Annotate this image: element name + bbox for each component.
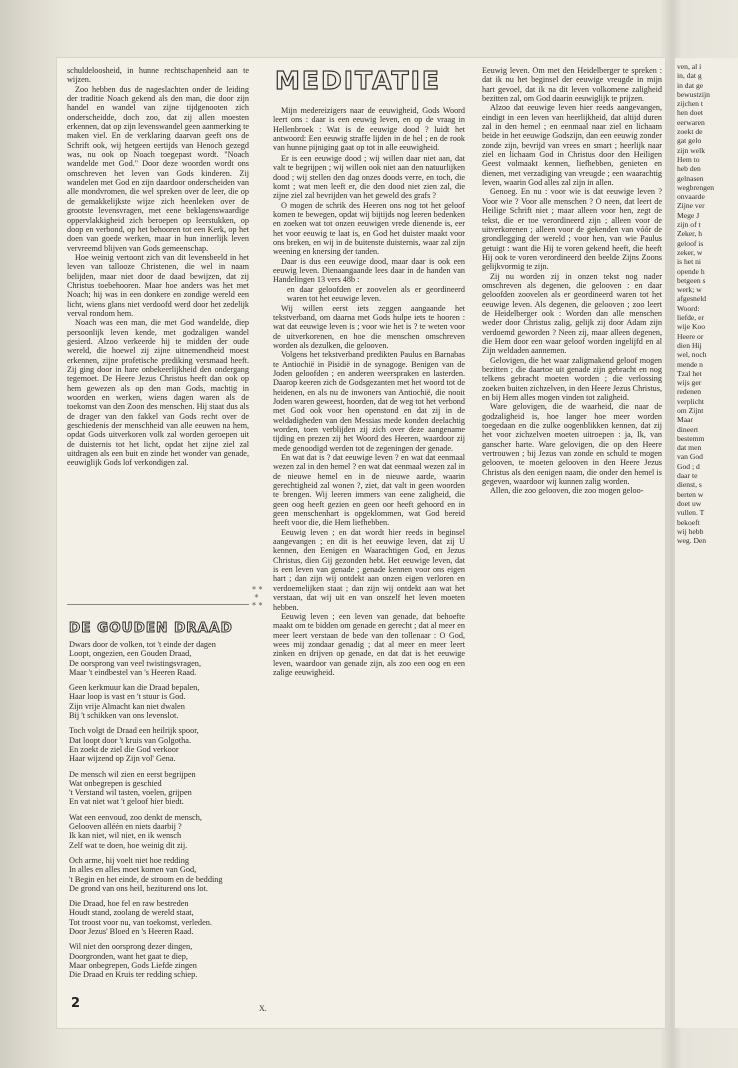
poem-line: Doorgronden, want het gaat te diep, — [69, 951, 188, 961]
poem-stanza — [69, 942, 259, 979]
poem-line: En zoekt de ziel die God verkoor — [69, 744, 179, 754]
fragment-line: om Zijnt — [677, 405, 704, 415]
poem-stanza — [69, 813, 259, 850]
left-paragraph: Noach was een man, die met God wandelde, diep persoonlijk leven kende, met godzaligen wandel gesierd. Alzoo verkeerde hij te midden der oude wereld, die hoewel zij zijne uitnemendheid moest erkennen, zijne profetische prediking versmaad heeft. Zij ging door in hare onbekeerlijkheid den ondergang tegemoet. De Heere Jezus Christus heeft dan ook op hem gewezen als op den man Gods, machtig in woorden en werken, wiens dagen waren als de toekomst van den Zoon des menschen. Hij staat dus als de drager van den fakkel van Gods recht over de geschiedenis der menschheid van alle eeuwen na hem, opdat Gods uitverkoren volk zal worden geroepen uit de duisternis tot het licht, opdat het zijne ziel zal uitdragen als een buit en zinde het wonder van genade, eeuwiglijk Gods lof verkondigen zal. — [67, 318, 249, 468]
poem-line: De oorsprong van veel twistingsvragen, — [69, 658, 202, 668]
fragment-line: in, dat g — [677, 71, 702, 81]
fragment-line: mende n — [677, 359, 703, 369]
intro-paragraph: Mijn medereizigers naar de eeuwigheid, Gods Woord leert ons : daar is een eeuwig leven, en op de vraag in Hellenbroek : Wat is de eeuwige dood ? luidt het antwoord: Een eeuwig straffe lijden in de hel ; en de rook van hunne pijniging gaat op tot in alle eeuwigheid. — [273, 106, 465, 153]
poem-stanza — [69, 856, 259, 893]
fragment-line: betgeen s — [677, 275, 706, 285]
poem — [69, 640, 259, 986]
fragment-line: verplicht — [677, 396, 704, 406]
text-quote: en daar geloofden er zoovelen als er geordineerd waren tot het eeuwige leven. — [287, 284, 465, 304]
fragment-line: God ; d — [677, 461, 700, 471]
fragment-line: afgesneld — [677, 294, 707, 304]
fragment-line: hen doet — [677, 108, 703, 118]
body-paragraph: Alzoo dat eeuwige leven hier reeds aangevangen, eindigt in een leven van heerlijkheid, dat altijd duren zal in den hemel ; en eenmaal naar ziel en lichaam beide in het eeuwige Godszijn, dan een eeuwig zonder zonde zijn, bevrijd van vrees en smart ; heerlijk naar ziel en lichaam God in Christus door den Heiligen Geest volmaakt kennen, liefhebben, genieten en dienen, met verzadiging van vreugde ; een waarachtig leven, waarin God alles zal zijn in allen. — [482, 103, 662, 188]
poem-title: DE GOUDEN DRAAD — [69, 620, 233, 636]
fragment-line: dien Hij — [677, 340, 702, 350]
fragment-line: heb den — [677, 164, 701, 174]
body-paragraph: Genoeg. En nu : voor wie is dat eeuwige leven ? Voor wie ? Voor alle menschen ? O neen, dat leert de Heilige Schrift niet ; maar alleen voor hen, zegt de tekst, die er toe verordineerd zijn ; alleen voor de uitverkorenen ; alleen voor de gekenden van vóór de grondlegging der wereld ; voor hen, van wie Paulus getuigt : want die Hij te voren gekend heeft, die heeft Hij ook te voren verordineerd den beelde Zijns Zoons gelijkvormig te zijn. — [482, 187, 662, 272]
poem-line: Maar onbegrepen, Gods Liefde zingen — [69, 960, 197, 970]
poem-stanza — [69, 726, 259, 763]
poem-line: In alles en alles moet komen van God, — [69, 865, 197, 875]
fragment-line: wegbrengen — [677, 182, 715, 192]
fragment-line: gelnasen — [677, 173, 704, 183]
body-paragraph: Daar is dus een eeuwige dood, maar daar is ook een eeuwig leven. Dienaangaande lees daar in de handen van Handelingen 13 vers 48b : — [273, 256, 465, 285]
fragment-line: liefde, er — [677, 313, 704, 323]
fragment-line: Hem to — [677, 154, 700, 164]
poem-stanza — [69, 683, 259, 720]
fragment-line: ven, al i — [677, 62, 702, 71]
fragment-line: weg. Den — [677, 536, 707, 546]
poem-line: Och arme, hij voelt niet hoe redding — [69, 855, 190, 865]
body-paragraph: Allen, die zoo gelooven, die zoo mogen geloo- — [490, 486, 644, 496]
fragment-line: Woord: — [677, 303, 700, 313]
body-paragraph: Ware gelovigen, die de waarheid, die naar de godzaligheid is, hoe langer hoe meer worden toegedaan en die zulke oogenblikken kennen, dat zij het voor zichzelven moeten uitroepen : ja, Ik, van ganscher harte. Ware gelovigen, die op den Heere vertrouwen ; bij Jezus van zonde en schuld te mogen gelooven, te moeten gelooven in den Heere Jezus Christus als den eenigen naam, die onder den hemel is gegeven, waardoor wij kunnen zalig worden. — [482, 402, 662, 487]
fragment-line: zeker, w — [677, 247, 703, 257]
poem-stanza — [69, 770, 259, 807]
poem-line: Die Draad, hoe fel en raw bestreden — [69, 899, 189, 909]
fragment-line: in dat ge — [677, 80, 704, 90]
fragment-line: Maar — [677, 415, 694, 425]
poem-line: Maar 't eindbestel van 's Heeren Raad. — [69, 667, 197, 677]
poem-line: Houdt stand, zoolang de wereld staat, — [69, 908, 194, 918]
body-paragraph: Eeuwig leven. Om met den Heidelberger te spreken : dat ik nu het beginsel der eeuwige vreugde in mijn hart gevoel, dat ik na dit leven volkomene zaligheid bezitten zal, om God daarin eeuwiglijk te prijzen. — [482, 66, 662, 104]
left-paragraph: Hoe weinig vertoont zich van dit levensbeeld in het leven van tallooze Christenen, die wel in naam belijden, maar niet door de daad bewijzen, dat zij Christus toebehooren. Maar hoe anders was het met Noach; hij was in een donkere en zondige wereld een licht, wiens glans niet verdoofd werd door het zedelijk verval rondom hem. — [67, 252, 249, 318]
poem-line: Haar wijzend op Zijn vol' Gena. — [69, 754, 176, 764]
poem-line: 't Begin en het einde, de stroom en de bedding — [69, 874, 223, 884]
poem-line: Haar loop is vast en 't stuur is God. — [69, 692, 186, 702]
fragment-line: werk; w — [677, 285, 702, 295]
poem-line: En vat niet wat 't geloof hier biedt. — [69, 797, 184, 807]
poem-line: Die Draad en Kruis ter redding schiep. — [69, 970, 198, 980]
fragment-line: onvaarde — [677, 192, 705, 202]
body-paragraph: Volgens het tekstverband predikten Paulus en Barnabas te Antiochië in Pisidië in de synagoge. Benigen van de Joden geloofden ; en anderen weerspraken en lasterden. Daarop keeren zich de Godsgezanten met het woord tot de heidenen, en als nu de inwoners van Antiochië, die nooit Joden waren geweest, hoorden, dat de weg tot het verbond met God ook voor hen openstond en dat zij in de weldadigheden van den Messias mede konden deelachtig worden, toen verblijden zij zich over deze aangename tijding en prezen zij het Woord des Heeren, waardoor zij mede genoodigd werden tot de zegeningen der genade. — [273, 350, 465, 453]
ornament-stars: * * * * * — [252, 585, 263, 610]
fragment-line: Mege J — [677, 210, 700, 220]
poem-line: 't Verstand wil tasten, voelen, grijpen — [69, 788, 192, 798]
poem-line: Door Jezus' Bloed en 's Heeren Raad. — [69, 927, 194, 937]
poem-line: Dwars door de volken, tot 't einde der dagen — [69, 640, 216, 649]
fragment-line: gat gelo — [677, 136, 702, 146]
poem-line: Gelooven alléén en niets daarbij ? — [69, 822, 182, 832]
poem-line: De grond van ons heil, beziturend ons lot. — [69, 883, 208, 893]
poem-line: Zijn vrije Almacht kan niet dwalen — [69, 701, 185, 711]
body-paragraph: Gelovigen, die het waar zaligmakend geloof mogen bezitten ; die daartoe uit genade zijn gebracht en nog telkens gebracht moeten worden ; die verlossing zoeken buiten zichzelven, in den Heere Jezus Christus, en bij Hem alles mogen vinden tot zaligheid. — [482, 355, 662, 403]
fragment-line: wel, noch — [677, 350, 707, 360]
fragment-line: bekoeft — [677, 517, 700, 527]
fragment-line: dienst, s — [677, 480, 702, 490]
poem-line: Wat een eenvoud, zoo denkt de mensch, — [69, 812, 202, 822]
poem-line: De mensch wil zien en eerst begrijpen — [69, 769, 196, 779]
left-paragraph: schuldeloosheid, in hunne rechtschapenheid aan te wijzen. — [67, 66, 249, 85]
body-paragraph: Eeuwig leven ; een leven van genade, dat behoefte maakt om te bidden om genade en gerecht ; dat al meer en meer leert verstaan de bede van den tollenaar : O God, wees mij zondaar genadig ; dat al meer en meer leert zinken en drijven op genade, en dat dat is het eeuwige leven, waardoor van genade zijn, als zoo een oog en een zalige eeuwigheid. — [273, 611, 465, 677]
fragment-line: Heere or — [677, 331, 704, 341]
fragment-line: Zijne ver — [677, 201, 705, 211]
poem-line: Dat loopt door 't kruis van Golgotha. — [69, 735, 192, 745]
next-page-fragments — [677, 62, 735, 545]
fragment-line: zoekt de — [677, 127, 703, 137]
fragment-line: doet uw — [677, 498, 702, 508]
end-mark: X. — [259, 1004, 267, 1013]
fragment-line: bestemm — [677, 433, 705, 443]
fragment-line: van God — [677, 452, 703, 462]
poem-line: Zelf wat te doen, hoe weinig dit zij. — [69, 840, 188, 850]
body-paragraph: Wij willen eerst iets zeggen aangaande het tekstverband, om daarna met Gods hulpe iets te hooren : wat dat eeuwige leven is ; voor wie het is ? te weten voor de uitverkorenen, en hoe die menschen omschreven worden als dezulken, die gelooven. — [273, 303, 465, 350]
fragment-line: vullen. T — [677, 508, 705, 518]
fragment-line: berten w — [677, 489, 704, 499]
fragment-line: dineert — [677, 424, 699, 434]
fragment-line: eerwaren — [677, 117, 705, 127]
fragment-line: is het ni — [677, 257, 702, 267]
section-divider — [67, 604, 249, 605]
fragment-line: dat men — [677, 443, 702, 453]
fragment-line: redenen — [677, 387, 702, 397]
poem-line: Bij 't schikken van ons levenslot. — [69, 711, 179, 721]
poem-line: Wil niet den oorsprong dezer dingen, — [69, 942, 193, 952]
fragment-line: Tzal het — [677, 368, 702, 378]
poem-stanza — [69, 640, 259, 677]
meditation-title-block — [275, 66, 441, 106]
left-column — [67, 66, 249, 468]
fragment-line: Zeker, h — [677, 229, 702, 239]
fragment-line: zijn welk — [677, 145, 706, 155]
body-paragraph: Zij nu worden zij in onzen tekst nog nader omschreven als degenen, die gelooven : en daar geloofden zoovelen als er geordineerd waren tot het eeuwige leven. Als degenen, die gelooven ; zoo leert de Heidelberger ook : Worden dan alle menschen weder door Christus zalig, gelijk zij door Adam zijn verdoemd geworden ? Neen zij, maar alleen degenen, die Hem door een waar geloof worden ingelijfd en al Zijn weldaden aannemen. — [482, 271, 662, 356]
fragment-line: wije Koo — [677, 322, 706, 332]
fragment-line: wijs ger — [677, 378, 702, 388]
body-paragraph: O mogen de schrik des Heeren ons nog tot het geloof komen te bewegen, opdat wij bijtijds nog leeren bedenken en zoeken wat tot onzen eeuwigen vrede dienende is, eer het voor eeuwig te laat is, en God het duister maakt voor ons breken, en wij in de buitenste duisternis, waar zal zijn weening en knersing der tanden. — [273, 200, 465, 257]
fragment-line: zijchen t — [677, 99, 703, 109]
poem-line: Tot troost voor nu, van toekomst, verleden. — [69, 917, 212, 927]
poem-line: Toch volgt de Draad een heilrijk spoor, — [69, 726, 199, 736]
fragment-line: opende h — [677, 266, 705, 276]
magazine-page — [57, 58, 665, 1028]
poem-line: Geen kerkmuur kan die Draad bepalen, — [69, 683, 200, 693]
meditation-title: MEDITATIE — [275, 66, 441, 95]
body-paragraph: En wat dat is ? dat eeuwige leven ? en wat dat eenmaal wezen zal in den hemel ? en wat dat eenmaal wezen zal in de nieuwe hemel en in de nieuwe aarde, waarin gerechtigheid zal wonen ?, ziet, dat valt in geen woorden te brengen. Wij leeren immers van eene zaligheid, die geen oog heeft gezien en geen oor heeft gehoord en in geen menschenhart is opgeklommen, wat God bereid heeft voor die, die Hem liefhebben. — [273, 453, 465, 528]
middle-column — [273, 154, 465, 677]
page-number: 2 — [71, 996, 81, 1011]
poem-stanza — [69, 899, 259, 936]
poem-line: Loopt, ongezien, een Gouden Draad, — [69, 649, 192, 659]
fragment-line: wij hebb — [677, 526, 704, 536]
poem-line: Wat onbegrepen is geschied — [69, 778, 162, 788]
fragment-line: geloof is — [677, 238, 704, 248]
next-page-edge — [675, 58, 738, 1028]
left-paragraph: Zoo hebben dus de nageslachten onder de leiding der traditie Noach gekend als den man, die door zijn handel en wandel van zijne tijdgenooten zich onderscheidde, doch zoo, dat zij allen moesten erkennen, dat op zijn levenswandel geen aanmerking te maken viel. En de verklaring daarvan geeft ons de Schrift ook, wij hetgeen eertijds van Henoch gezegd was, nu ook op Noach toegepast wordt. "Noach wandelde met God." Door deze woorden wordt ons omschreven het leven van Gods kinderen. Zij wandelen met God en zijn daardoor onderscheiden van alle mondvromen, die wel spreken over de leer, die op de gemakkelijkste wijze zich heenleken over de grootste levensvragen, met eene beklagenswaardige oppervlakkigheid zich beroepen op leerstukken, op doop en verbond, op het behooren tot een Kerk, op het doen van goede werken, maar in hun innerlijk leven vervreemd blijven van Gods gemeenschap. — [67, 84, 249, 253]
body-paragraph: Eeuwig leven ; en dat wordt hier reeds in beginsel aangevangen ; en dit is het eeuwige leven, dat zij U kennen, den Eenigen en Waarachtigen God, en Jezus Christus, dien Gij gezonden hebt. Het eeuwige leven, dat is een leven van genade ; genade kennen voor ons eigen hart ; dan zijn wij ontdekt aan onzen eigen verloren en verdoemelijken staat ; dan zijn wij ontdekt aan wat het verstaan, dat wij uit en van onszelf het leven moeten hebben. — [273, 527, 465, 612]
right-column — [482, 66, 662, 496]
fragment-line: daar te — [677, 471, 698, 481]
body-paragraph: Er is een eeuwige dood ; wij willen daar niet aan, dat valt te begrijpen ; wij willen ook niet aan den natuurlijken dood ; wij stellen den dag onzes doods verre, en toch, die komt ; wat men leeft er, die den dood niet zien zal, die zijne ziel zal bevrijden van het geweld des grafs ? — [273, 154, 465, 201]
fragment-line: zijn of t — [677, 220, 701, 230]
fragment-line: bewustzijn — [677, 89, 710, 99]
poem-line: Ik kan niet, wil niet, en ik wensch — [69, 831, 182, 841]
meditation-intro — [273, 106, 465, 153]
